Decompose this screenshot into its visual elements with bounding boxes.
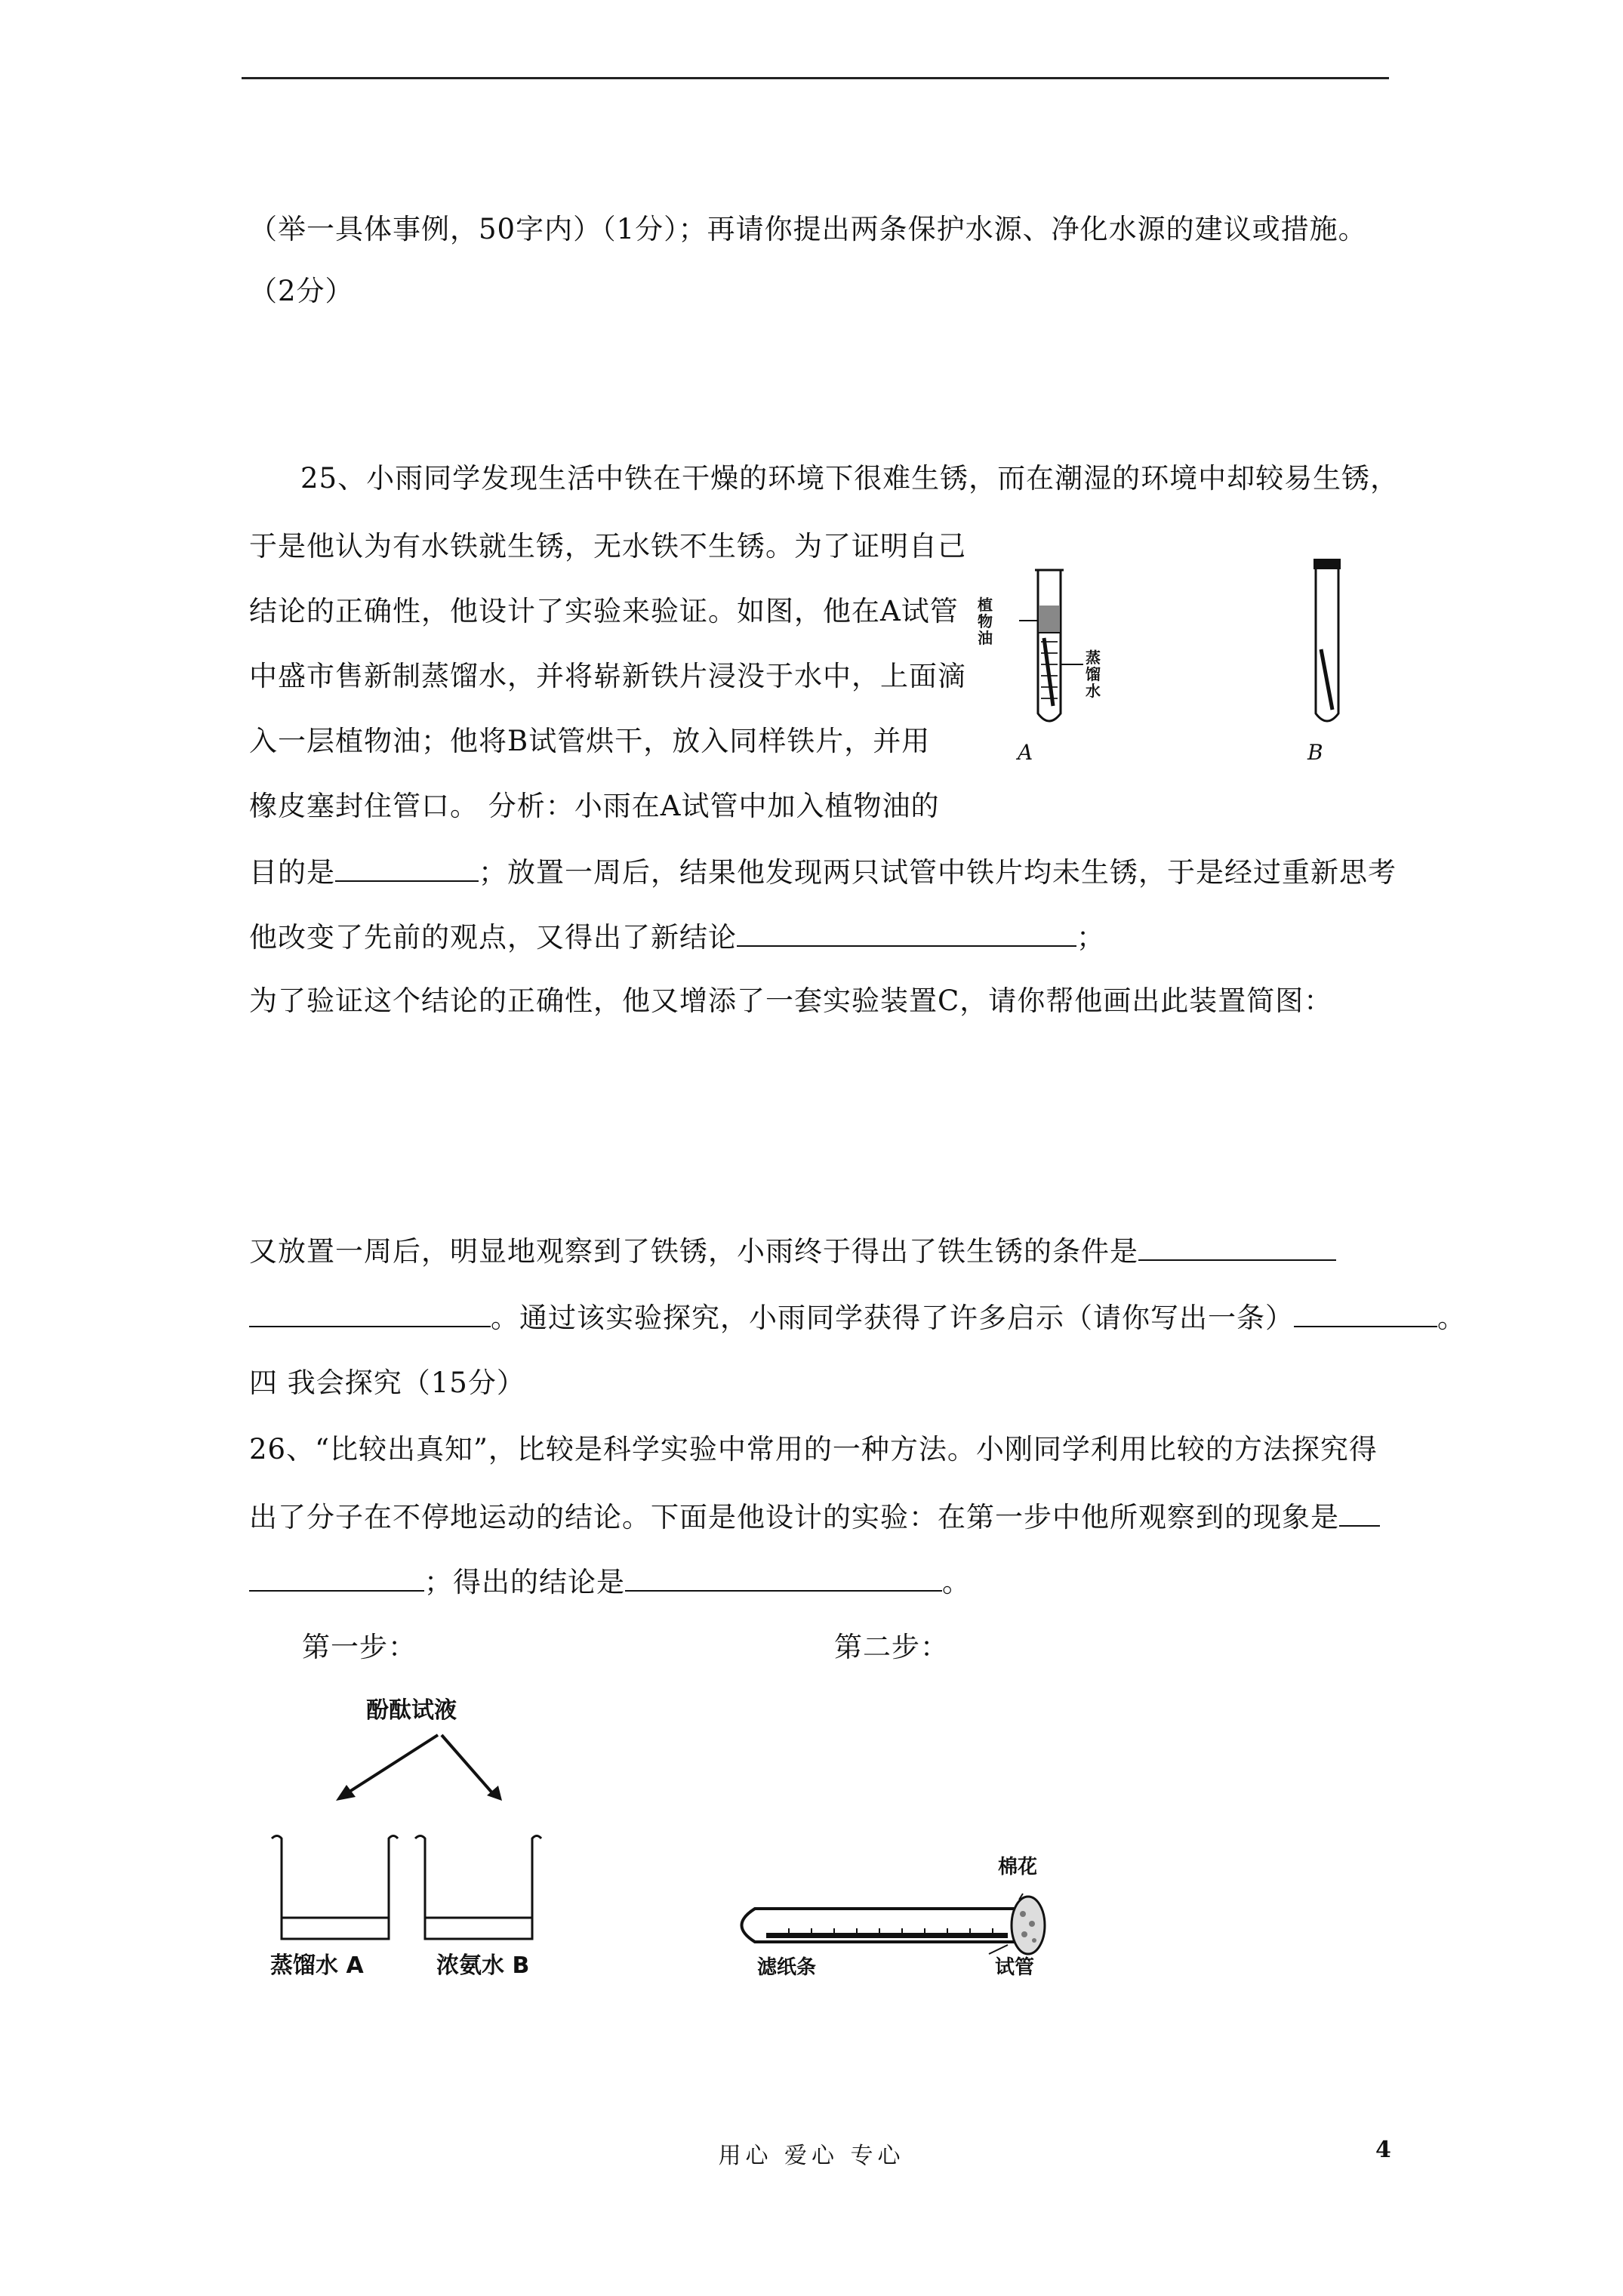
q25-line-6: 橡皮塞封住管口。 分析：小雨在A试管中加入植物油的	[249, 790, 940, 822]
cotton-plug	[1012, 1897, 1045, 1954]
answer-blank-inspiration[interactable]	[1294, 1299, 1437, 1327]
q25-line-7-tail: ；放置一周后，结果他发现两只试管中铁片均未生锈，于是经过重新思考	[479, 856, 1397, 889]
label-test-tube: 试管	[995, 1956, 1035, 1979]
header-rule	[242, 77, 1389, 79]
intro-line-2: （2分）	[249, 275, 354, 307]
step-1-label: 第一步：	[302, 1631, 417, 1663]
label-phenolphthalein: 酚酞试液	[366, 1697, 457, 1724]
q25-line-11-text: 。通过该实验探究，小雨同学获得了许多启示（请你写出一条）	[491, 1302, 1294, 1334]
tube-a-label: A	[1018, 740, 1033, 765]
label-beaker-b: 浓氨水 B	[436, 1952, 530, 1979]
q25-line-11	[249, 1299, 1466, 1336]
q25-line-1: 25、小雨同学发现生活中铁在干燥的环境下很难生锈，而在潮湿的环境中却较易生锈，	[300, 462, 1400, 495]
q25-line-3: 结论的正确性，他设计了实验来验证。如图，他在A试管	[249, 595, 959, 627]
label-cotton: 棉花	[998, 1856, 1038, 1878]
q25-line-10	[249, 1232, 1336, 1270]
tube-b-label: B	[1307, 740, 1323, 765]
arrow-left-line	[343, 1735, 438, 1795]
q25-line-8-lead: 他改变了先前的观点，又得出了新结论	[249, 921, 737, 954]
test-tube-b	[1313, 559, 1341, 721]
q25-line-9: 为了验证这个结论的正确性，他又增添了一套实验装置C，请你帮他画出此装置简图：	[249, 985, 1333, 1017]
beaker-b	[415, 1836, 541, 1940]
answer-blank-new-conclusion[interactable]	[737, 918, 1076, 947]
label-vegetable-oil: 植物油	[978, 596, 993, 647]
q25-line-5: 入一层植物油；他将B试管烘干，放入同样铁片，并用	[249, 725, 931, 757]
q26-line-1: 26、“比较出真知”，比较是科学实验中常用的一种方法。小刚同学利用比较的方法探究得	[249, 1433, 1378, 1465]
q26-line-3-text: ；得出的结论是	[424, 1566, 625, 1598]
q25-line-10-text: 又放置一周后，明显地观察到了铁锈，小雨终于得出了铁生锈的条件是	[249, 1235, 1138, 1268]
filter-paper-strip	[766, 1933, 1008, 1938]
footer-motto: 用心 爱心 专心	[718, 2143, 905, 2169]
step-2-label: 第二步：	[834, 1631, 949, 1663]
answer-blank-purpose[interactable]	[335, 853, 479, 882]
q25-line-7-lead: 目的是	[249, 856, 335, 889]
q25-line-7	[249, 853, 1397, 891]
answer-blank-conclusion[interactable]	[625, 1563, 942, 1592]
section-4-heading: 四 我会探究（15分）	[249, 1367, 525, 1399]
q25-line-4: 中盛市售新制蒸馏水，并将崭新铁片浸没于水中，上面滴	[249, 660, 966, 692]
arrow-left-head	[336, 1785, 356, 1801]
label-beaker-a: 蒸馏水 A	[270, 1952, 364, 1979]
q26-line-2	[249, 1498, 1380, 1536]
answer-blank-rust-condition-2[interactable]	[249, 1299, 491, 1327]
beaker-figure	[268, 1721, 562, 1940]
answer-blank-rust-condition-1[interactable]	[1138, 1232, 1336, 1261]
q25-line-2: 于是他认为有水铁就生锈，无水铁不生锈。为了证明自己	[249, 530, 966, 562]
test-tube-a	[1019, 570, 1083, 721]
q26-line-3	[249, 1563, 971, 1601]
q25-line-11-end: 。	[1437, 1302, 1466, 1334]
q25-line-8	[249, 918, 1105, 956]
q26-line-3-end: 。	[942, 1566, 971, 1598]
intro-line-1: （举一具体事例，50字内）（1分）；再请你提出两条保护水源、净化水源的建议或措施。	[249, 213, 1367, 245]
beaker-a	[272, 1836, 398, 1940]
page-number: 4	[1375, 2137, 1391, 2163]
q26-line-2-text: 出了分子在不停地运动的结论。下面是他设计的实验：在第一步中他所观察到的现象是	[249, 1501, 1339, 1533]
answer-blank-phenomenon-1[interactable]	[1339, 1498, 1380, 1527]
q25-line-8-tail: ；	[1076, 921, 1105, 954]
label-filter-paper: 滤纸条	[757, 1956, 817, 1979]
answer-blank-phenomenon-2[interactable]	[249, 1563, 424, 1592]
label-distilled-water: 蒸馏水	[1086, 649, 1101, 700]
